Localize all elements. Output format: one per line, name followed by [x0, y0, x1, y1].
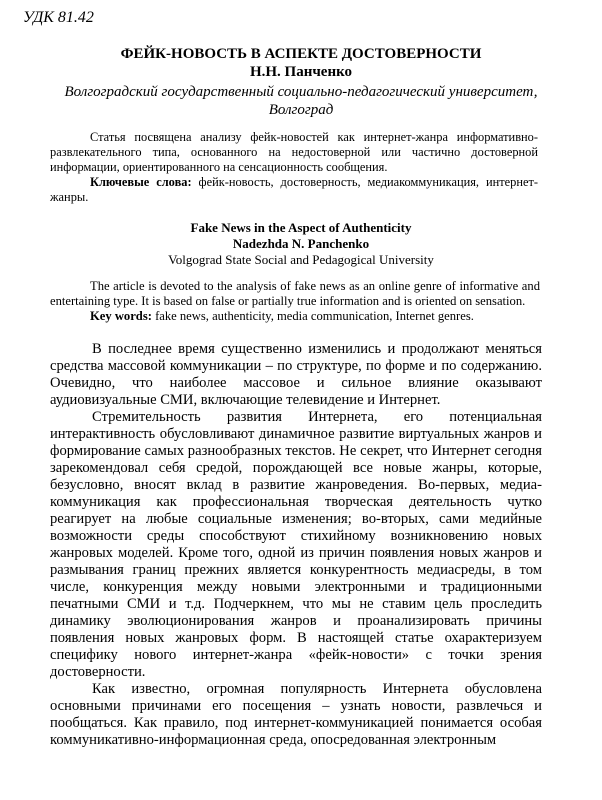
body-paragraph-2: Стремительность развития Интернета, его потенциальная интерактивность обусловливают динамичное развитие виртуальных жанров и формирование самых разнообразных текстов. Не секрет, что Интернет сегодня зарекомендовал себя средой, порождающей все новые жанры, которые, безусловно, вносят вклад в развитие жанроведения. Во-первых, медиа-коммуникация как профессиональная творческая деятельность чутко реагирует на любые социальные изменения; во-вторых, сами медийные возможности среды способствуют стихийному возникновению новых жанровых моделей. Кроме того, одной из причин появления новых жанров и размывания границ прежних является конкурентность медиасреды, в том числе, конкуренция между новыми электронными и традиционными печатными СМИ и т.д. Подчеркнем, что мы не ставим цель проследить динамику эволюционирования жанров и проанализировать причины появления новых жанровых форм. В настоящей статье охарактеризуем специфику нового интернет-жанра «фейк-новости» с точки зрения достоверности. [50, 409, 542, 680]
paper-title-en: Fake News in the Aspect of Authenticity [190, 220, 412, 235]
keywords-en-list: fake news, authenticity, media communication, Internet genres. [151, 309, 474, 323]
abstract-en-text: The article is devoted to the analysis of fake news as an online genre of informative and entertaining type. It is based on false or partially true information and is oriented on sensation. [50, 279, 540, 308]
keywords-en [50, 309, 540, 324]
abstract-en [50, 279, 540, 324]
paper-title-ru: ФЕЙК-НОВОСТЬ В АСПЕКТЕ ДОСТОВЕРНОСТИ [120, 46, 482, 62]
abstract-ru-text: Статья посвящена анализу фейк-новостей как интернет-жанра информативно-развлекательного типа, основанного на недостоверной или частично достоверной информации, ориентированного на сенсационность сообщения. [50, 130, 538, 174]
body-text [50, 341, 542, 749]
author-ru: Н.Н. Панченко [249, 64, 353, 80]
keywords-ru [50, 175, 538, 205]
abstract-ru [50, 130, 538, 205]
keywords-en-label: Key words: [90, 309, 152, 323]
affiliation-en: Volgograd State Social and Pedagogical University [168, 252, 434, 267]
affiliation-ru-line1: Волгоградский государственный социально-педагогический университет, [64, 84, 538, 100]
affiliation-ru-line2: Волгоград [268, 102, 334, 118]
keywords-ru-label: Ключевые слова: [90, 175, 192, 189]
keywords-ru-list: фейк-новость, достоверность, медиакоммуникация, интернет-жанры. [50, 175, 539, 204]
author-en: Nadezhda N. Panchenko [232, 236, 370, 251]
udk-code: УДК 81.42 [23, 9, 94, 26]
affiliation-ru [40, 83, 562, 119]
body-paragraph-3: Как известно, огромная популярность Интернета обусловлена основными причинами его посещения – узнать новости, развлечься и пообщаться. Как правило, под интернет-коммуникацией понимается особая коммуникативно-информационная среда, опосредованная электронным [50, 681, 542, 748]
body-paragraph-1: В последнее время существенно изменились и продолжают меняться средства массовой коммуникации – по структуре, по форме и по содержанию. Очевидно, что наиболее массовое и сильное влияние оказывают аудиовизуальные СМИ, включающие телевидение и Интернет. [50, 341, 542, 408]
